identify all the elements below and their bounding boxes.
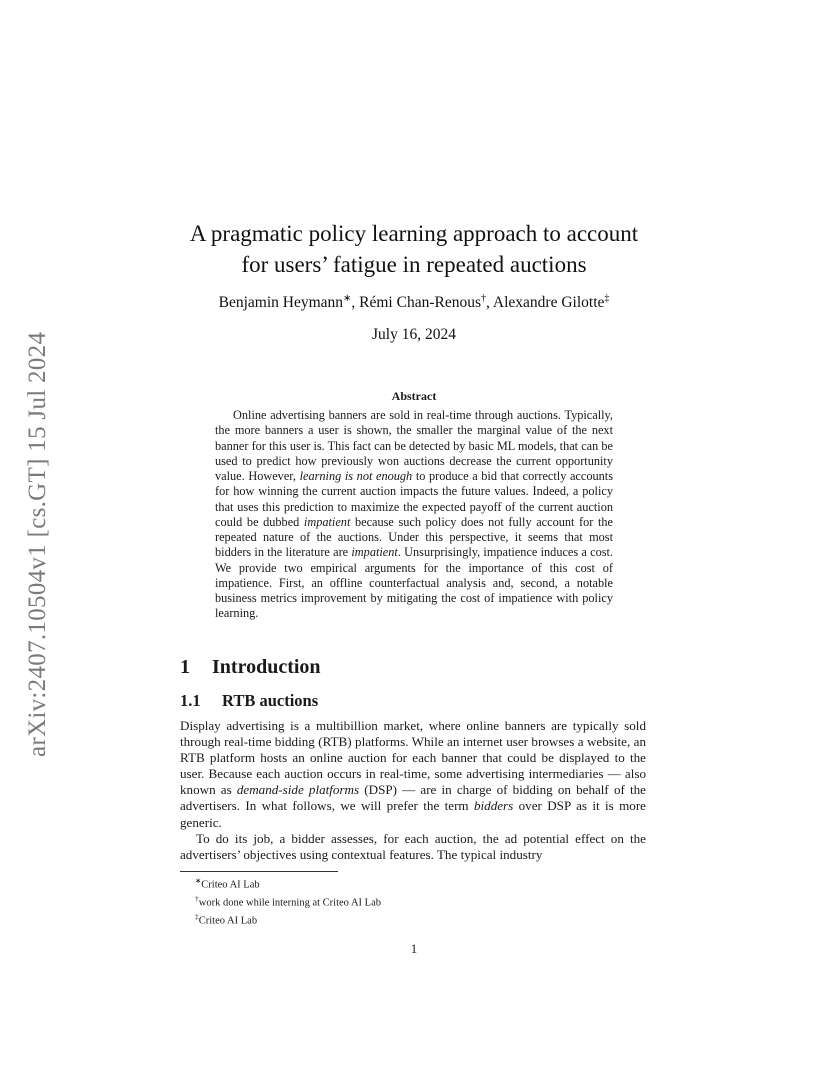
abstract-text: to produce a bid that correctly accounts for how winning the current auction impacts the future values. Indeed, a policy that uses this prediction to maximize the expected payoff of the current auction could be dubbed (215, 469, 613, 529)
subsection-title: RTB auctions (222, 691, 319, 710)
page-number: 1 (410, 941, 418, 956)
abstract-text: . Unsurprisingly, impatience induces a cost. We provide two empirical arguments for the importance of this cost of impatience. First, an offline counterfactual analysis and, second, a notable business metrics improvement by mitigating the cost of impatience with policy learning. (215, 545, 613, 621)
author-name: Benjamin Heymann (218, 294, 344, 312)
paper-title (150, 218, 678, 280)
body-text (180, 718, 646, 863)
section-title: Introduction (212, 656, 321, 678)
abstract-emphasis: impatient (303, 514, 351, 529)
paragraph: To do its job, a bidder assesses, for each auction, the ad potential effect on the advertisers’ objectives using contextual features. The typical industry (180, 830, 646, 862)
paragraph-text: (DSP) — are in charge of bidding on behalf of the advertisers. In what follows, we will prefer the term (180, 782, 646, 814)
paragraph (180, 718, 646, 831)
abstract-text: Online advertising banners are sold in real-time through auctions. Typically, the more banners a user is shown, the smaller the marginal value of the next banner for this user is. This fact can be detected by basic ML models, that can be used to predict how previously won auctions decrease the current opportunity value. However, (215, 408, 613, 483)
abstract-heading: Abstract (391, 389, 437, 403)
section-heading (180, 656, 321, 679)
footnote (195, 874, 381, 892)
subsection-heading (180, 691, 318, 711)
paragraph-text: over DSP as it is more generic. (180, 798, 646, 830)
subsection-number: 1.1 (180, 691, 201, 710)
author-mark: ‡ (604, 293, 610, 304)
paragraph-emphasis: demand-side platforms (236, 782, 360, 798)
author-mark: ∗ (343, 293, 352, 304)
footnote-text: work done while interning at Criteo AI Lab (198, 897, 381, 909)
author-mark: † (481, 293, 486, 304)
abstract-emphasis: impatient (351, 545, 398, 560)
author-name: Alexandre Gilotte (492, 294, 605, 312)
paragraph-text: Display advertising is a multibillion market, where online banners are typically sold through real-time bidding (RTB) platforms. While an internet user browses a website, an RTB platform hosts an online auction for each banner that could be displayed to the user. Because each auction occurs in real-time, some advertising intermediaries — also known as (180, 718, 646, 798)
footnote-text: Criteo AI Lab (201, 879, 260, 891)
footnote-mark: ∗ (195, 876, 202, 885)
abstract-emphasis: learning is not enough (299, 469, 413, 483)
author-name: Rémi Chan-Renous (359, 294, 481, 312)
footnote-mark: † (195, 894, 199, 904)
footnote (195, 892, 381, 910)
paragraph-emphasis: bidders (473, 798, 514, 814)
footnotes (195, 874, 381, 928)
footnote-mark: ‡ (195, 912, 199, 922)
footnote (195, 910, 381, 928)
author-list: Benjamin Heymann∗, Rémi Chan-Renous†, Alexandre Gilotte‡ (218, 293, 610, 312)
arxiv-identifier: arXiv:2407.10504v1 [cs.GT] 15 Jul 2024 (24, 331, 51, 757)
section-number: 1 (180, 656, 190, 678)
paper-date: July 16, 2024 (372, 326, 456, 343)
footnote-text: Criteo AI Lab (198, 915, 258, 927)
footnote-rule (180, 871, 338, 872)
title-line-2: for users’ fatigue in repeated auctions (241, 252, 587, 277)
abstract-text: because such policy does not fully account for the repeated nature of the auctions. Under this perspective, it seems that most bidders in the literature are (215, 514, 613, 560)
title-line-1: A pragmatic policy learning approach to account (189, 221, 639, 246)
abstract-body (215, 408, 613, 622)
